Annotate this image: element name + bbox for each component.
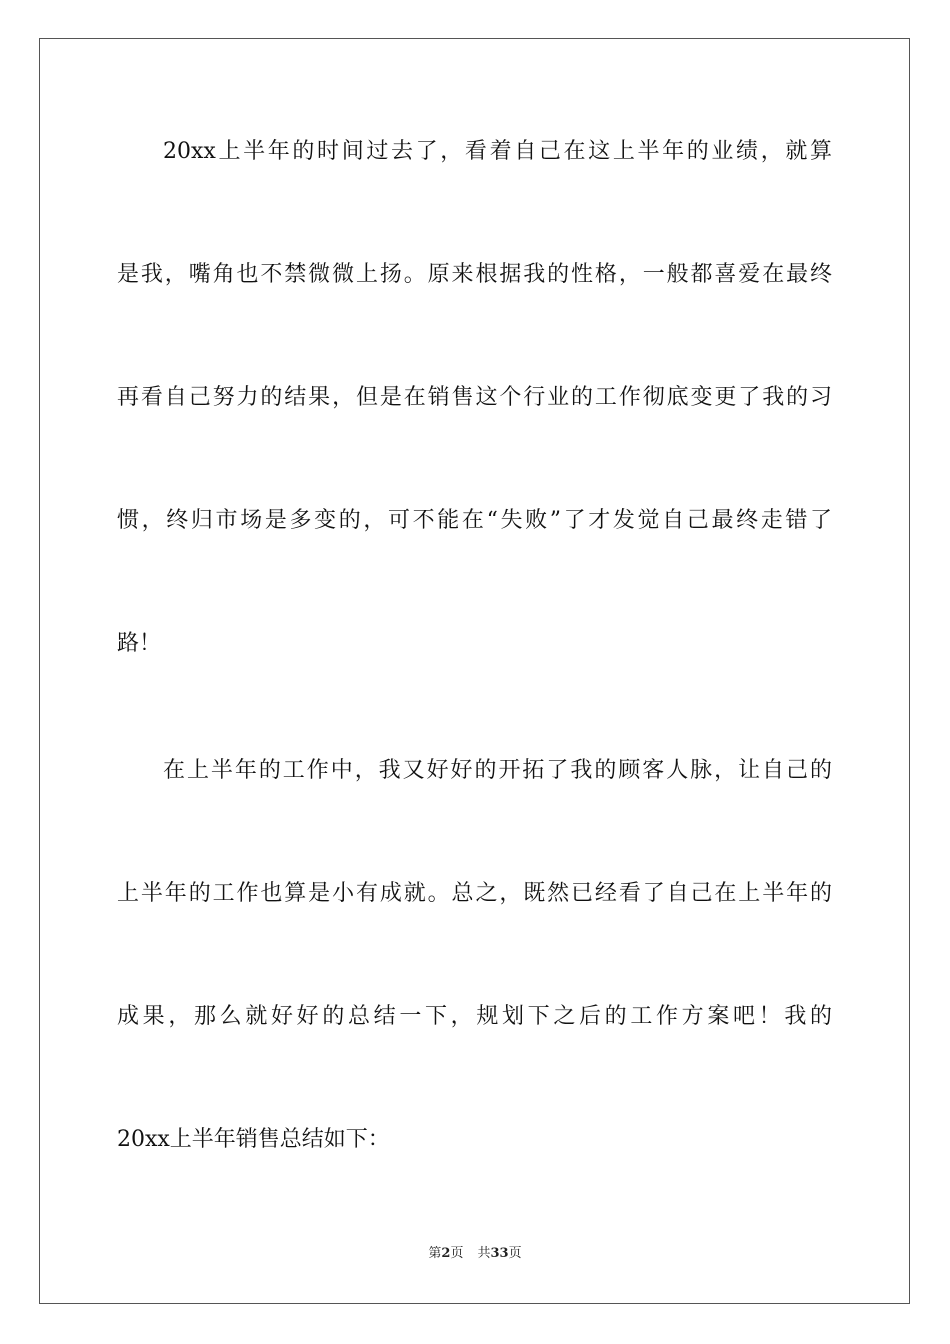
page-suffix: 页 <box>450 1246 464 1261</box>
text-line: 20xx上半年销售总结如下： <box>117 1127 390 1152</box>
page-prefix: 第 <box>428 1246 442 1261</box>
text-line: 是我，嘴角也不禁微微上扬。原来根据我的性格，一般都喜爱在最终 <box>117 262 832 287</box>
text-line: 20xx上半年的时间过去了，看着自己在这上半年的业绩，就算 <box>163 139 832 164</box>
total-pages: 33 <box>490 1246 509 1261</box>
text-line: 路！ <box>117 631 162 656</box>
text-line: 在上半年的工作中，我又好好的开拓了我的顾客人脉，让自己的 <box>163 758 832 783</box>
page-number: 2 <box>441 1246 451 1261</box>
total-prefix: 共 <box>477 1246 491 1261</box>
text-line: 上半年的工作也算是小有成就。总之，既然已经看了自己在上半年的 <box>117 881 832 906</box>
page-footer <box>0 1244 950 1264</box>
total-suffix: 页 <box>508 1246 522 1261</box>
text-line: 再看自己努力的结果，但是在销售这个行业的工作彻底变更了我的习 <box>117 385 832 410</box>
text-line: 成果，那么就好好的总结一下，规划下之后的工作方案吧！我的 <box>117 1004 832 1029</box>
text-line: 惯，终归市场是多变的，可不能在“失败”了才发觉自己最终走错了 <box>117 508 832 533</box>
page-frame <box>39 38 910 1304</box>
